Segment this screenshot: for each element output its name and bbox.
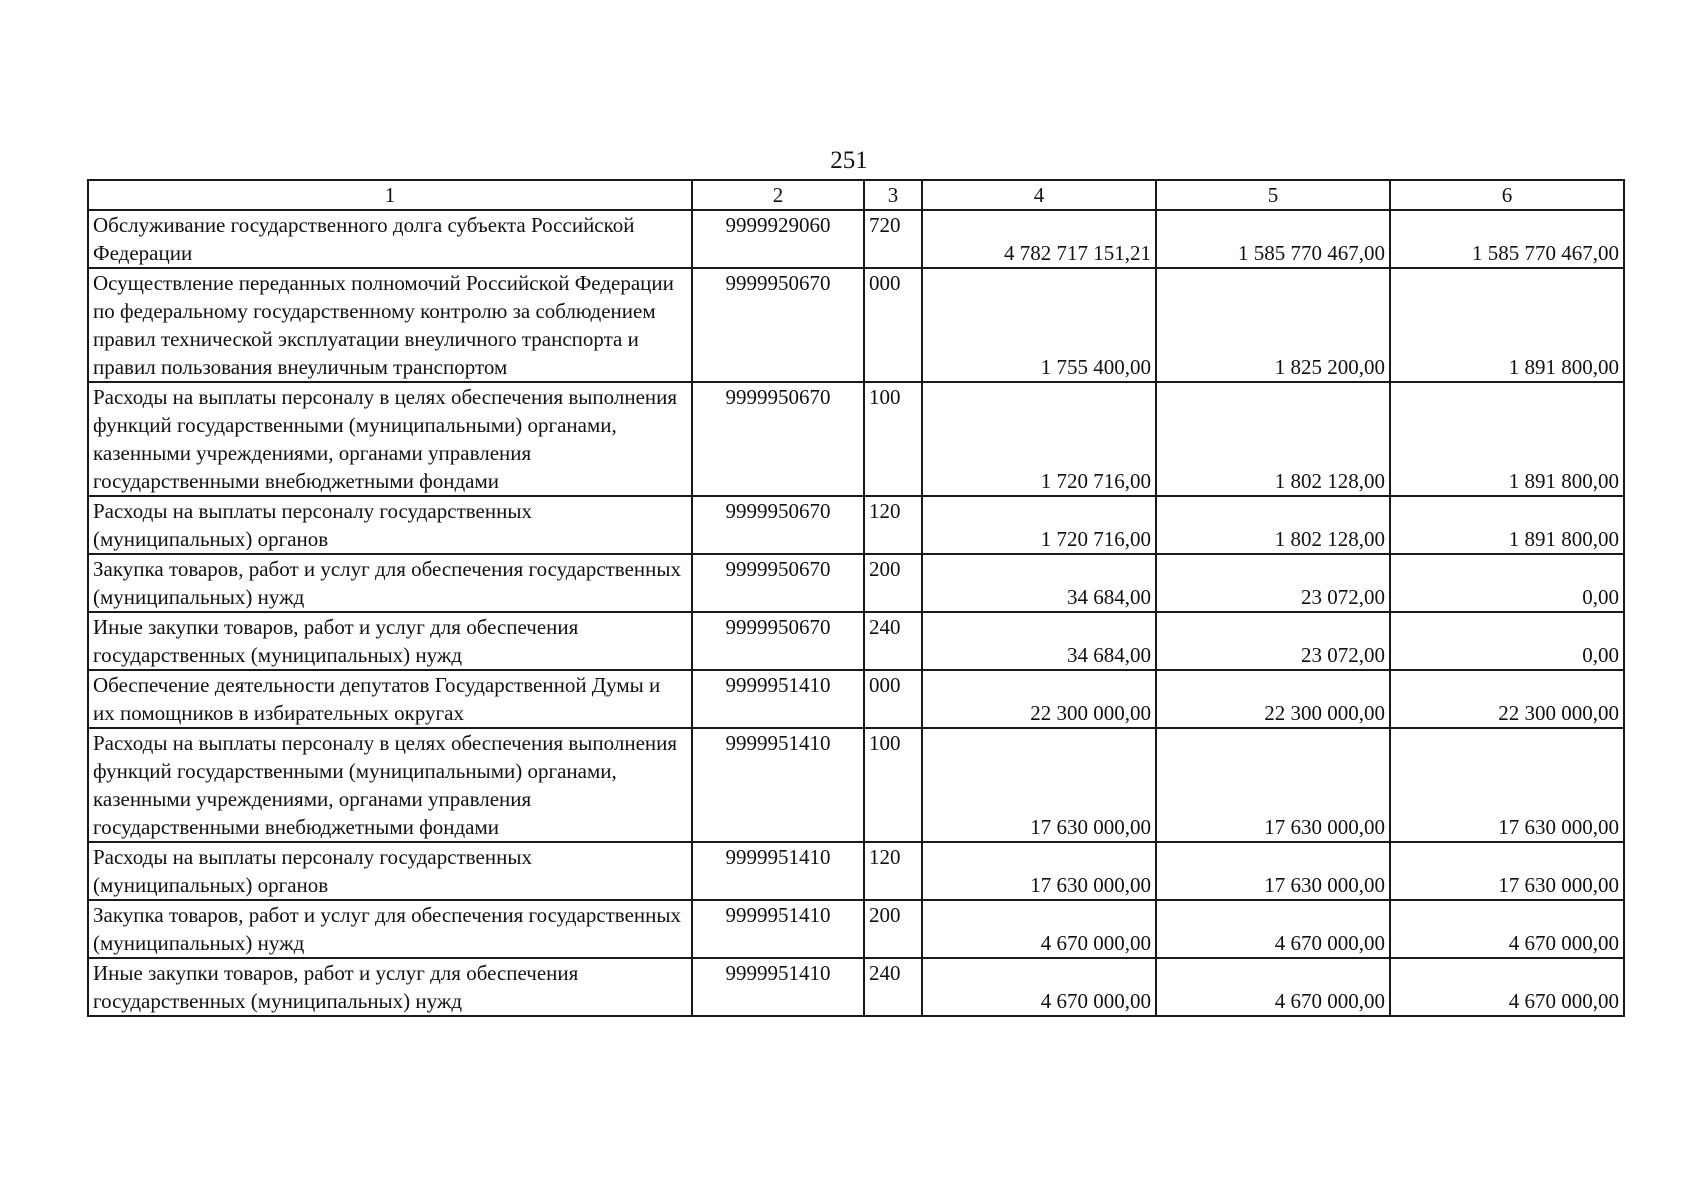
table-row bbox=[88, 554, 1624, 612]
row-amount-col6: 1 891 800,00 bbox=[1390, 268, 1624, 382]
row-name: Обслуживание государственного долга субъекта Российской Федерации bbox=[88, 210, 692, 268]
column-header-6: 6 bbox=[1390, 180, 1624, 210]
row-target-code: 9999950670 bbox=[692, 268, 864, 382]
column-header-3: 3 bbox=[864, 180, 922, 210]
row-expense-type: 000 bbox=[864, 670, 922, 728]
table-row bbox=[88, 958, 1624, 1016]
row-amount-col5: 17 630 000,00 bbox=[1156, 842, 1390, 900]
row-expense-type: 120 bbox=[864, 496, 922, 554]
header-row bbox=[88, 180, 1624, 210]
column-header-5: 5 bbox=[1156, 180, 1390, 210]
table-row bbox=[88, 612, 1624, 670]
row-amount-col5: 4 670 000,00 bbox=[1156, 900, 1390, 958]
row-amount-col4: 4 670 000,00 bbox=[922, 958, 1156, 1016]
row-amount-col6: 4 670 000,00 bbox=[1390, 958, 1624, 1016]
row-amount-col4: 22 300 000,00 bbox=[922, 670, 1156, 728]
row-amount-col5: 1 802 128,00 bbox=[1156, 496, 1390, 554]
page-number: 251 bbox=[830, 147, 868, 174]
row-amount-col4: 34 684,00 bbox=[922, 554, 1156, 612]
column-header-1: 1 bbox=[88, 180, 692, 210]
row-amount-col6: 0,00 bbox=[1390, 554, 1624, 612]
row-amount-col4: 1 755 400,00 bbox=[922, 268, 1156, 382]
row-target-code: 9999951410 bbox=[692, 900, 864, 958]
row-amount-col4: 34 684,00 bbox=[922, 612, 1156, 670]
row-target-code: 9999951410 bbox=[692, 670, 864, 728]
row-name: Иные закупки товаров, работ и услуг для обеспечения государственных (муниципальных) нужд bbox=[88, 612, 692, 670]
row-amount-col4: 4 670 000,00 bbox=[922, 900, 1156, 958]
row-expense-type: 120 bbox=[864, 842, 922, 900]
row-amount-col6: 4 670 000,00 bbox=[1390, 900, 1624, 958]
row-expense-type: 240 bbox=[864, 958, 922, 1016]
row-amount-col4: 17 630 000,00 bbox=[922, 842, 1156, 900]
table-row bbox=[88, 496, 1624, 554]
row-name: Осуществление переданных полномочий Российской Федерации по федеральному государственному контролю за соблюдением правил технической эксплуатации внеуличного транспорта и правил пользования внеуличным транспортом bbox=[88, 268, 692, 382]
row-expense-type: 000 bbox=[864, 268, 922, 382]
row-target-code: 9999951410 bbox=[692, 842, 864, 900]
row-amount-col5: 23 072,00 bbox=[1156, 612, 1390, 670]
row-amount-col6: 17 630 000,00 bbox=[1390, 728, 1624, 842]
row-amount-col5: 17 630 000,00 bbox=[1156, 728, 1390, 842]
row-target-code: 9999950670 bbox=[692, 496, 864, 554]
row-name: Закупка товаров, работ и услуг для обеспечения государственных (муниципальных) нужд bbox=[88, 900, 692, 958]
row-amount-col5: 1 825 200,00 bbox=[1156, 268, 1390, 382]
row-expense-type: 100 bbox=[864, 728, 922, 842]
row-target-code: 9999950670 bbox=[692, 612, 864, 670]
table-row bbox=[88, 382, 1624, 496]
row-amount-col4: 1 720 716,00 bbox=[922, 496, 1156, 554]
column-header-4: 4 bbox=[922, 180, 1156, 210]
row-expense-type: 100 bbox=[864, 382, 922, 496]
row-amount-col5: 22 300 000,00 bbox=[1156, 670, 1390, 728]
row-expense-type: 240 bbox=[864, 612, 922, 670]
row-target-code: 9999951410 bbox=[692, 958, 864, 1016]
table-row bbox=[88, 210, 1624, 268]
row-amount-col6: 1 585 770 467,00 bbox=[1390, 210, 1624, 268]
table-row bbox=[88, 268, 1624, 382]
row-amount-col6: 17 630 000,00 bbox=[1390, 842, 1624, 900]
table-row bbox=[88, 670, 1624, 728]
row-amount-col5: 1 802 128,00 bbox=[1156, 382, 1390, 496]
row-amount-col5: 4 670 000,00 bbox=[1156, 958, 1390, 1016]
row-amount-col6: 1 891 800,00 bbox=[1390, 382, 1624, 496]
row-name: Закупка товаров, работ и услуг для обеспечения государственных (муниципальных) нужд bbox=[88, 554, 692, 612]
row-target-code: 9999950670 bbox=[692, 382, 864, 496]
row-target-code: 9999950670 bbox=[692, 554, 864, 612]
row-amount-col6: 1 891 800,00 bbox=[1390, 496, 1624, 554]
row-target-code: 9999929060 bbox=[692, 210, 864, 268]
row-amount-col6: 22 300 000,00 bbox=[1390, 670, 1624, 728]
budget-table bbox=[87, 179, 1625, 1017]
row-expense-type: 720 bbox=[864, 210, 922, 268]
row-amount-col4: 4 782 717 151,21 bbox=[922, 210, 1156, 268]
table-row bbox=[88, 900, 1624, 958]
row-expense-type: 200 bbox=[864, 554, 922, 612]
row-name: Обеспечение деятельности депутатов Государственной Думы и их помощников в избирательных округах bbox=[88, 670, 692, 728]
row-name: Расходы на выплаты персоналу государственных (муниципальных) органов bbox=[88, 496, 692, 554]
row-name: Иные закупки товаров, работ и услуг для обеспечения государственных (муниципальных) нужд bbox=[88, 958, 692, 1016]
row-amount-col5: 23 072,00 bbox=[1156, 554, 1390, 612]
row-name: Расходы на выплаты персоналу в целях обеспечения выполнения функций государственными (муниципальными) органами, казенными учреждениями, органами управления государственными внебюджетными фондами bbox=[88, 728, 692, 842]
row-amount-col6: 0,00 bbox=[1390, 612, 1624, 670]
row-amount-col4: 17 630 000,00 bbox=[922, 728, 1156, 842]
row-amount-col4: 1 720 716,00 bbox=[922, 382, 1156, 496]
row-amount-col5: 1 585 770 467,00 bbox=[1156, 210, 1390, 268]
row-expense-type: 200 bbox=[864, 900, 922, 958]
row-name: Расходы на выплаты персоналу государственных (муниципальных) органов bbox=[88, 842, 692, 900]
table-row bbox=[88, 842, 1624, 900]
row-name: Расходы на выплаты персоналу в целях обеспечения выполнения функций государственными (муниципальными) органами, казенными учреждениями, органами управления государственными внебюджетными фондами bbox=[88, 382, 692, 496]
row-target-code: 9999951410 bbox=[692, 728, 864, 842]
table-row bbox=[88, 728, 1624, 842]
column-header-2: 2 bbox=[692, 180, 864, 210]
